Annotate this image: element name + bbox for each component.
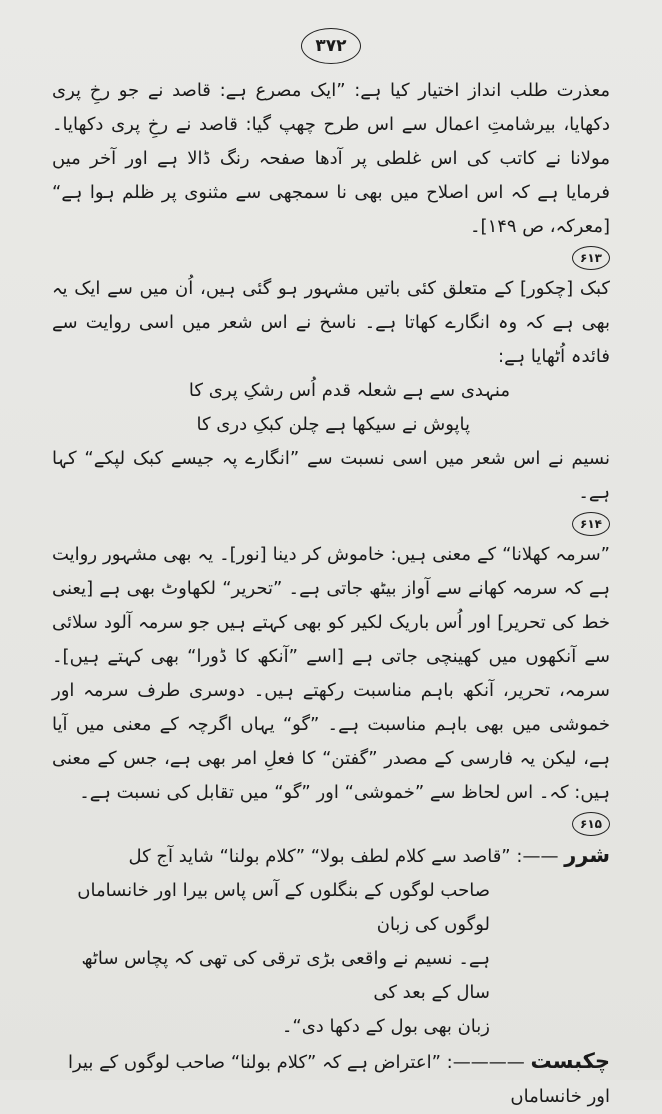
entry-chakbast-first-line: ”اعتراض ہے کہ ”کلام بولنا“ صاحب لوگوں کے بیرا اور خانساماں (68, 1052, 610, 1107)
dash-1: ——: (516, 846, 559, 867)
entry-sharar-line-3: ہے۔ نسیم نے واقعی بڑی ترقی کی تھی کہ پچاس ساٹھ سال کے بعد کی (81, 948, 490, 1003)
paragraph-614: ”سرمہ کھلانا“ کے معنی ہیں: خاموش کر دینا [نور]۔ یہ بھی مشہور روایت ہے کہ سرمہ کھانے سے آواز بیٹھ جاتی ہے۔ ”تحریر“ لکھاوٹ بھی ہے [یعنی خط کی تحریر] اور اُس باریک لکیر کو بھی کہتے ہیں جو سرمہ آلود سلائی سے آنکھوں میں کھینچی جاتی ہے [اسے ”آنکھ کا ڈورا“ بھی کہتے ہیں]۔ سرمہ، تحریر، آنکھ باہم مناسبت رکھتے ہیں۔ دوسری طرف سرمہ اور خموشی میں بھی باہم مناسبت ہے۔ ”گو“ یہاں اگرچہ کے معنی میں آیا ہے، لیکن یہ فارسی کے مصدر ”گفتن“ کا فعلِ امر بھی ہے، جس کے معنی ہیں: کہ۔ اس لحاظ سے ”خموشی“ اور ”گو“ میں تقابل کی نسبت ہے۔ (52, 544, 610, 803)
entry-sharar-line-4: زبان بھی بول کے دکھا دی“۔ (281, 1016, 490, 1037)
paragraph-613-after: نسیم نے اس شعر میں اسی نسبت سے ”انگارے پہ جیسے کبک لپکے“ کہا ہے۔ (52, 448, 610, 503)
verse-line-2: پاپوش نے سیکھا ہے چلن کبکِ دری کا (196, 414, 470, 435)
dash-2: ————: (446, 1052, 525, 1073)
entry-sharar-line-2: صاحب لوگوں کے بنگلوں کے آس پاس بیرا اور خانساماں لوگوں کی زبان (77, 880, 490, 935)
verse-line-1: منہدی سے ہے شعلہ قدم اُس رشکِ پری کا (188, 380, 510, 401)
entry-sharar-first-line: ”قاصد سے کلام لطف بولا“ ”کلام بولنا“ شاید آج کل (128, 846, 511, 867)
paragraph-intro: معذرت طلب انداز اختیار کیا ہے: ”ایک مصرع ہے: قاصد نے جو رخِ پری دکھایا، بیرشامتِ اعمال سے اس طرح چھپ گیا: قاصد نے رخِ پری دکھایا۔ مولانا نے کاتب کی اس غلطی پر آدھا صفحہ رنگ ڈالا ہے اور آخر میں فرمایا ہے کہ اس اصلاح میں بھی نا سمجھی سے مثنوی پر ظلم ہوا ہے“ [معرکہ، ص ۱۴۹]۔ (52, 80, 610, 237)
paragraph-613: کبک [چکور] کے متعلق کئی باتیں مشہور ہو گئی ہیں، اُن میں سے ایک یہ بھی ہے کہ وہ انگارے کھاتا ہے۔ ناسخ نے اس شعر میں اسی روایت سے فائدہ اُٹھایا ہے: (52, 278, 610, 367)
note-number-615: ۶۱۵ (572, 812, 610, 836)
note-number-613: ۶۱۳ (572, 246, 610, 270)
entry-chakbast (52, 1044, 610, 1114)
speaker-chakbast: چکبست (530, 1049, 610, 1073)
speaker-sharar: شرر (564, 843, 610, 867)
note-number-614: ۶۱۴ (572, 512, 610, 536)
page-number: ۳۷۲ (301, 28, 361, 64)
entry-sharar (52, 838, 610, 874)
